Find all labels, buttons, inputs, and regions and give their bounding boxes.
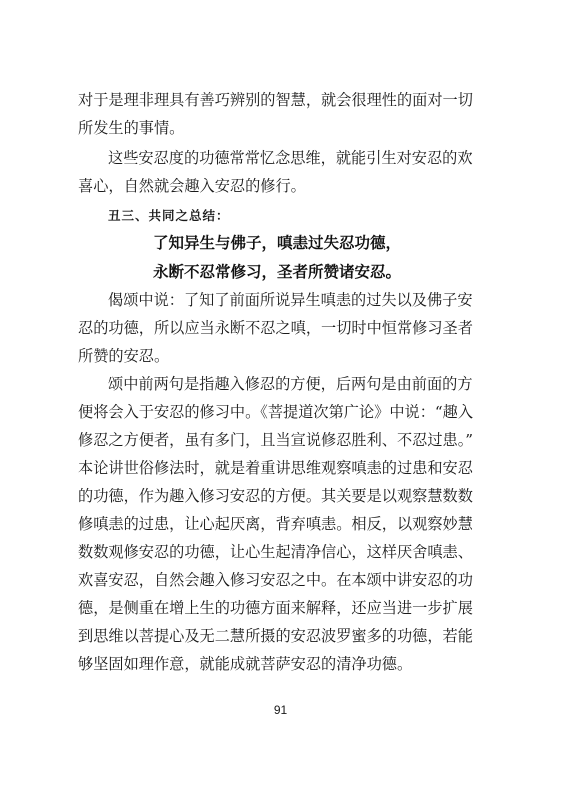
- body-line: 这些安忍度的功德常常忆念思维，就能引生对安忍的欢: [108, 149, 473, 167]
- body-line: 对于是理非理具有善巧辨别的智慧，就会很理性的面对一切: [78, 91, 473, 109]
- commentary-line: 数数观修安忍的功德，让心生起清净信心，这样厌舍嗔恚、: [78, 543, 473, 561]
- commentary-line: 颂中前两句是指趣入修忍的方便，后两句是由前面的方: [108, 375, 473, 393]
- page-number: 91: [273, 703, 288, 717]
- body-line: 喜心，自然就会趣入安忍的修行。: [78, 177, 306, 195]
- commentary-line: 德，是侧重在增上生的功德方面来解释，还应当进一步扩展: [78, 599, 473, 617]
- commentary-line: 到思维以菩提心及无二慧所摄的安忍波罗蜜多的功德，若能: [78, 627, 473, 645]
- section-heading: 丑三、共同之总结：: [108, 208, 230, 223]
- commentary-line: 的功德，作为趣入修习安忍的方便。其关要是以观察慧数数: [78, 487, 473, 505]
- commentary-line: 所赞的安忍。: [78, 347, 170, 365]
- commentary-line: 偈颂中说：了知了前面所说异生嗔恚的过失以及佛子安: [108, 291, 473, 309]
- commentary-line: 便将会入于安忍的修习中。《菩提道次第广论》中说：“趣入: [78, 403, 474, 421]
- commentary-line: 本论讲世俗修法时，就是着重讲思维观察嗔恚的过患和安忍: [78, 459, 473, 477]
- verse-line: 了知异生与佛子，嗔恚过失忍功德，: [153, 234, 402, 252]
- commentary-line: 欢喜安忍，自然会趣入修习安忍之中。在本颂中讲安忍的功: [78, 571, 473, 589]
- commentary-line: 够坚固如理作意，就能成就菩萨安忍的清净功德。: [78, 655, 413, 673]
- commentary-line: 修嗔恚的过患，让心起厌离，背弃嗔恚。相反，以观察妙慧: [78, 515, 473, 533]
- commentary-line: 忍的功德，所以应当永断不忍之嗔，一切时中恒常修习圣者: [78, 319, 473, 337]
- body-line: 所发生的事情。: [78, 119, 185, 137]
- verse-line: 永断不忍常修习，圣者所赞诸安忍。: [153, 263, 402, 281]
- commentary-line: 修忍之方便者，虽有多门，且当宣说修忍胜利、不忍过患。”: [78, 431, 474, 449]
